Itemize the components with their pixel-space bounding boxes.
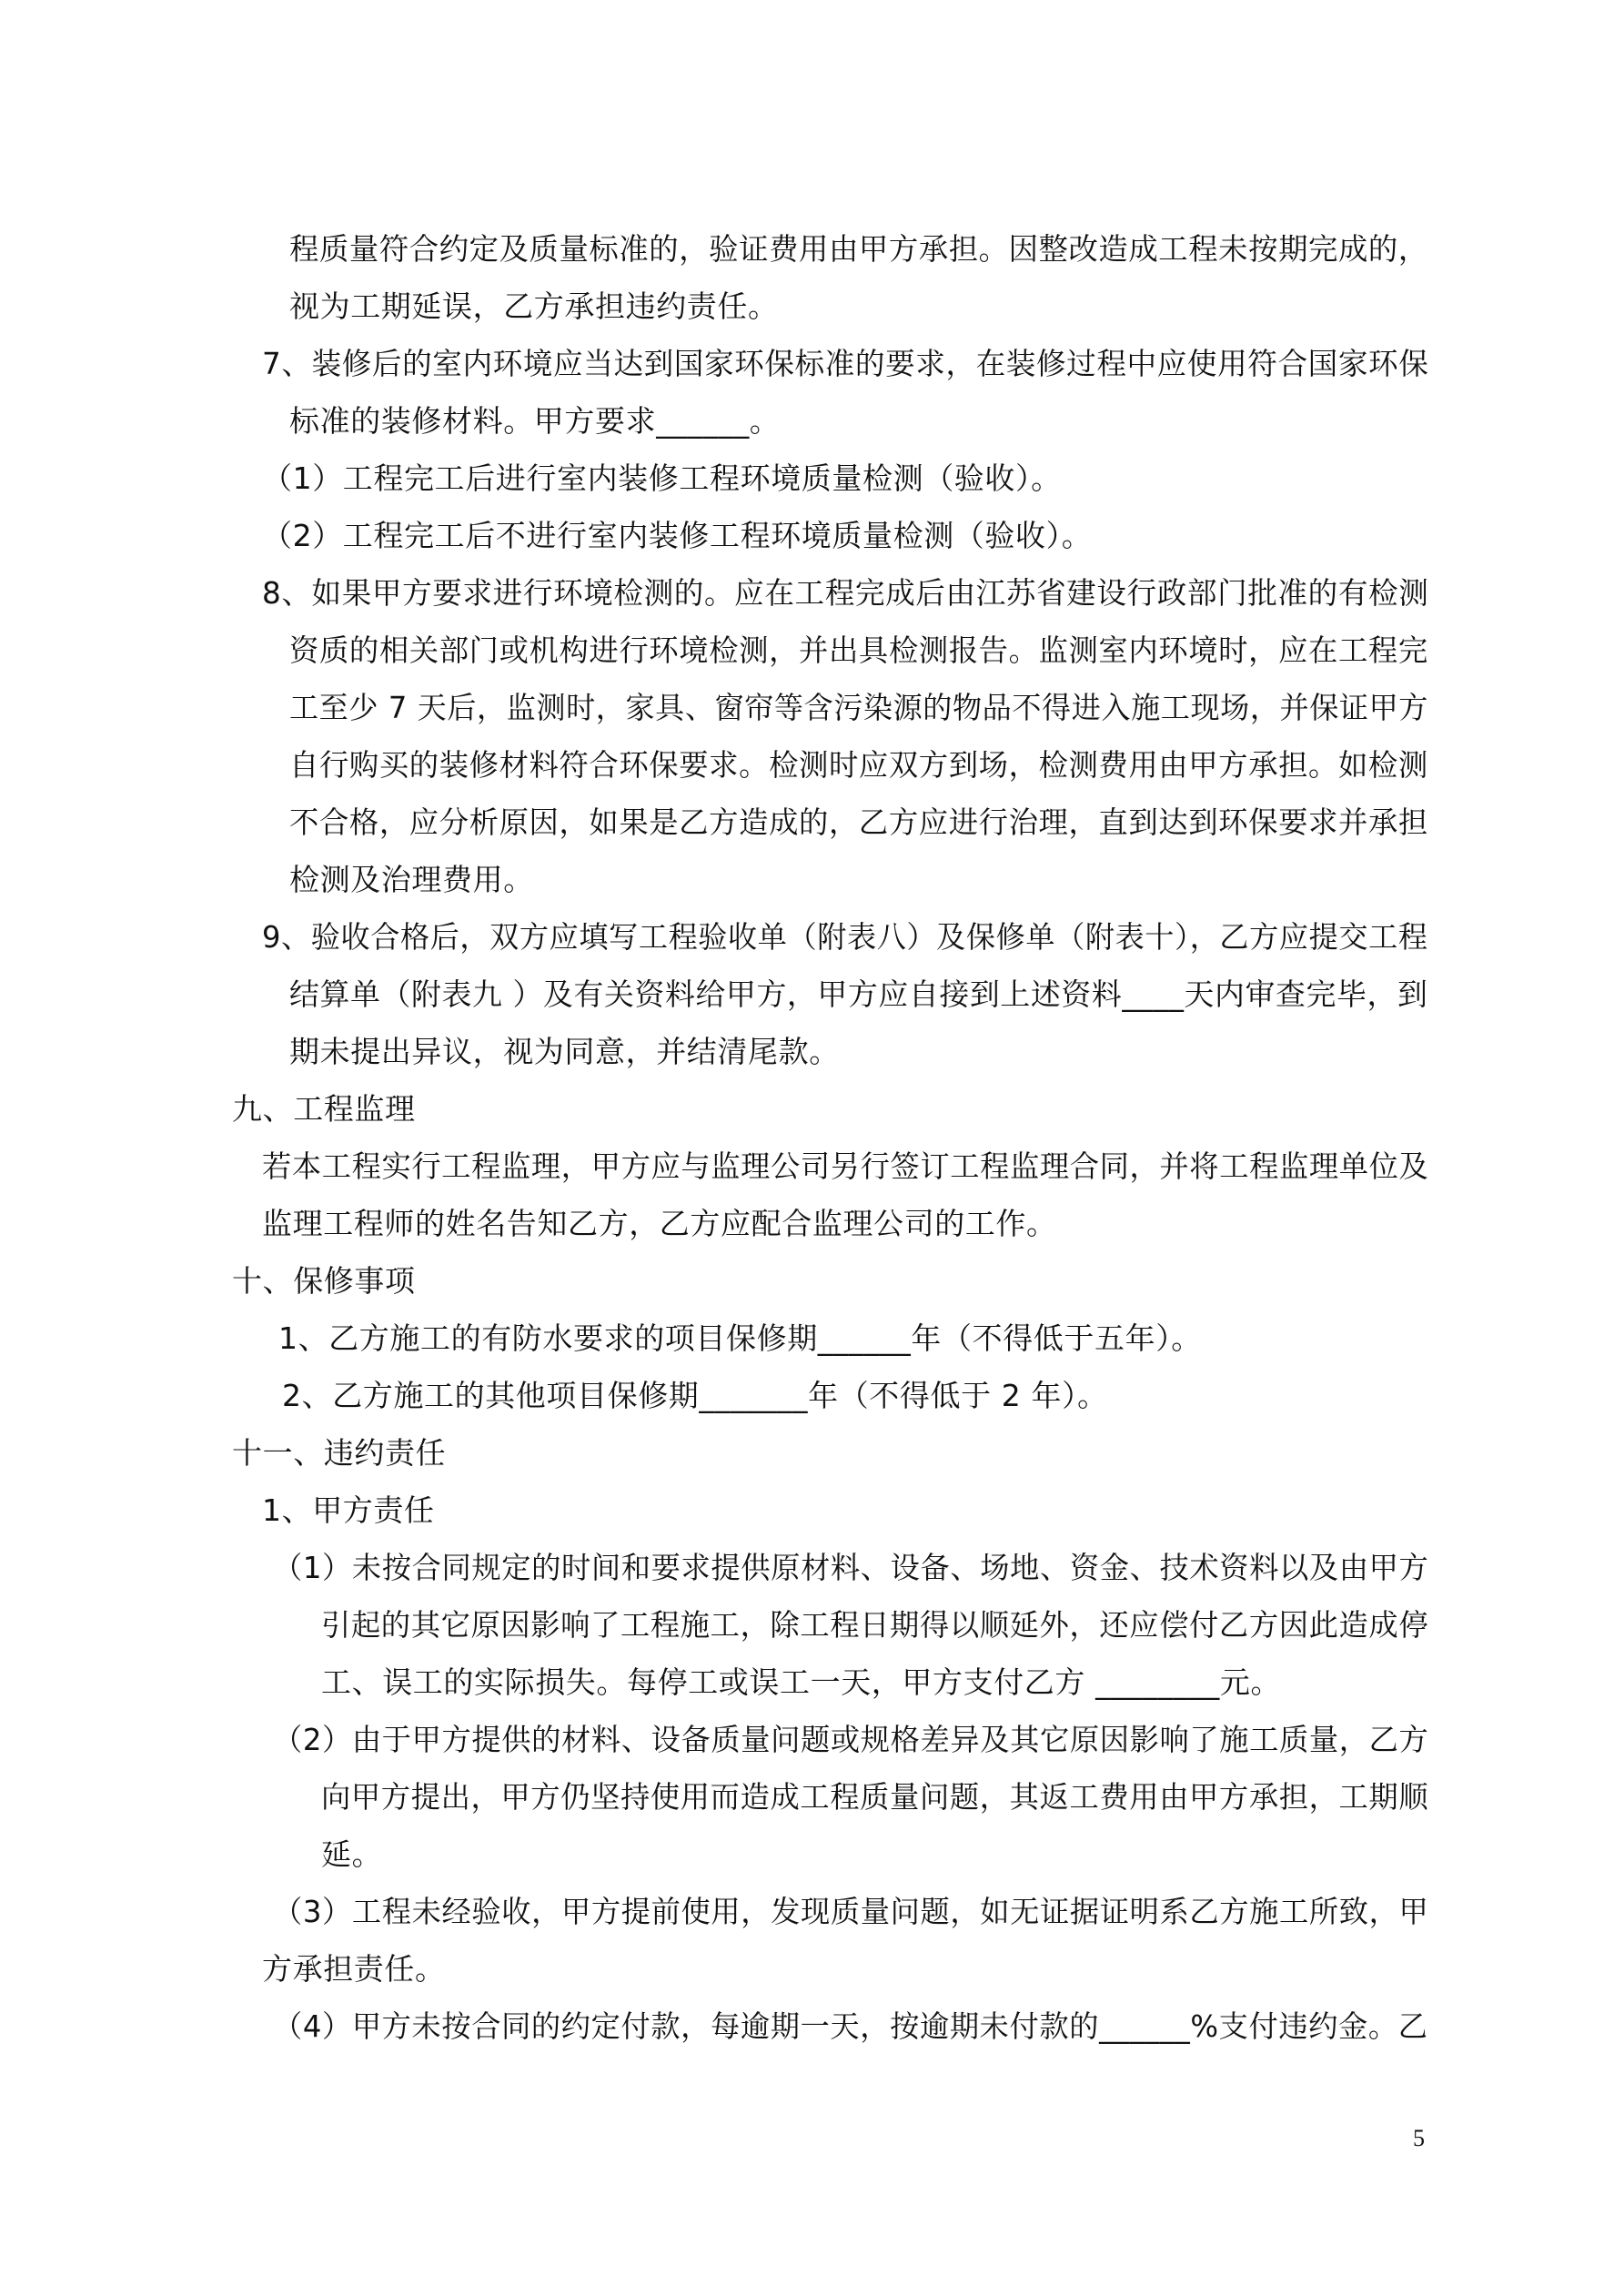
text-line-11: 不合格，应分析原因，如果是乙方造成的，乙方应进行治理，直到达到环保要求并承担 — [289, 804, 1428, 840]
text-line-5: （1）工程完工后进行室内装修工程环境质量检测（验收）。 — [262, 460, 1062, 496]
text-line-1: 程质量符合约定及质量标准的，验证费用由甲方承担。因整改造成工程未按期完成的， — [289, 231, 1428, 267]
text-line-18: 监理工程师的姓名告知乙方，乙方应配合监理公司的工作。 — [262, 1206, 1057, 1241]
text-line-12: 检测及治理费用。 — [289, 862, 534, 897]
text-line-9: 工至少 7 天后，监测时，家具、窗帘等含污染源的物品不得进入施工现场，并保证甲方 — [289, 690, 1428, 725]
text-line-24: （1）未按合同规定的时间和要求提供原材料、设备、场地、资金、技术资料以及由甲方 — [273, 1550, 1429, 1585]
text-line-15: 期未提出异议，视为同意，并结清尾款。 — [289, 1034, 840, 1069]
text-line-20: 1、乙方施工的有防水要求的项目保修期______年（不得低于五年）。 — [278, 1320, 1202, 1356]
text-line-23: 1、甲方责任 — [262, 1492, 435, 1528]
text-line-29: 延。 — [321, 1836, 383, 1872]
page-number: 5 — [1413, 2125, 1425, 2151]
section-heading-9: 九、工程监理 — [232, 1091, 416, 1127]
text-line-30: （3）工程未经验收，甲方提前使用，发现质量问题，如无证据证明系乙方施工所致，甲 — [273, 1894, 1429, 1929]
text-line-27: （2）由于甲方提供的材料、设备质量问题或规格差异及其它原因影响了施工质量，乙方 — [273, 1722, 1429, 1757]
text-line-6: （2）工程完工后不进行室内装修工程环境质量检测（验收）。 — [262, 518, 1093, 553]
text-line-21: 2、乙方施工的其他项目保修期_______年（不得低于 2 年）。 — [282, 1378, 1108, 1413]
text-line-25: 引起的其它原因影响了工程施工，除工程日期得以顺延外，还应偿付乙方因此造成停 — [321, 1607, 1429, 1643]
text-line-2: 视为工期延误，乙方承担违约责任。 — [289, 288, 779, 324]
text-line-4: 标准的装修材料。甲方要求______。 — [289, 403, 781, 439]
text-line-7: 8、如果甲方要求进行环境检测的。应在工程完成后由江苏省建设行政部门批准的有检测 — [262, 575, 1429, 611]
text-line-31: 方承担责任。 — [262, 1951, 446, 1987]
text-line-8: 资质的相关部门或机构进行环境检测，并出具检测报告。监测室内环境时，应在工程完 — [289, 632, 1428, 668]
text-line-28: 向甲方提出，甲方仍坚持使用而造成工程质量问题，其返工费用由甲方承担，工期顺 — [321, 1779, 1429, 1815]
text-line-26: 工、误工的实际损失。每停工或误工一天，甲方支付乙方 ________元。 — [321, 1664, 1282, 1700]
text-line-14: 结算单（附表九 ）及有关资料给甲方，甲方应自接到上述资料____天内审查完毕，到 — [289, 976, 1428, 1012]
text-line-13: 9、验收合格后，双方应填写工程验收单（附表八）及保修单（附表十），乙方应提交工程 — [262, 919, 1428, 955]
text-line-10: 自行购买的装修材料符合环保要求。检测时应双方到场，检测费用由甲方承担。如检测 — [289, 747, 1428, 783]
text-line-17: 若本工程实行工程监理，甲方应与监理公司另行签订工程监理合同，并将工程监理单位及 — [262, 1148, 1429, 1184]
section-heading-11: 十一、违约责任 — [232, 1435, 447, 1471]
section-heading-10: 十、保修事项 — [232, 1263, 416, 1299]
text-line-32: （4）甲方未按合同的约定付款，每逾期一天，按逾期未付款的______%支付违约金。乙 — [273, 2008, 1428, 2044]
text-line-3: 7、装修后的室内环境应当达到国家环保标准的要求，在装修过程中应使用符合国家环保 — [262, 346, 1429, 381]
